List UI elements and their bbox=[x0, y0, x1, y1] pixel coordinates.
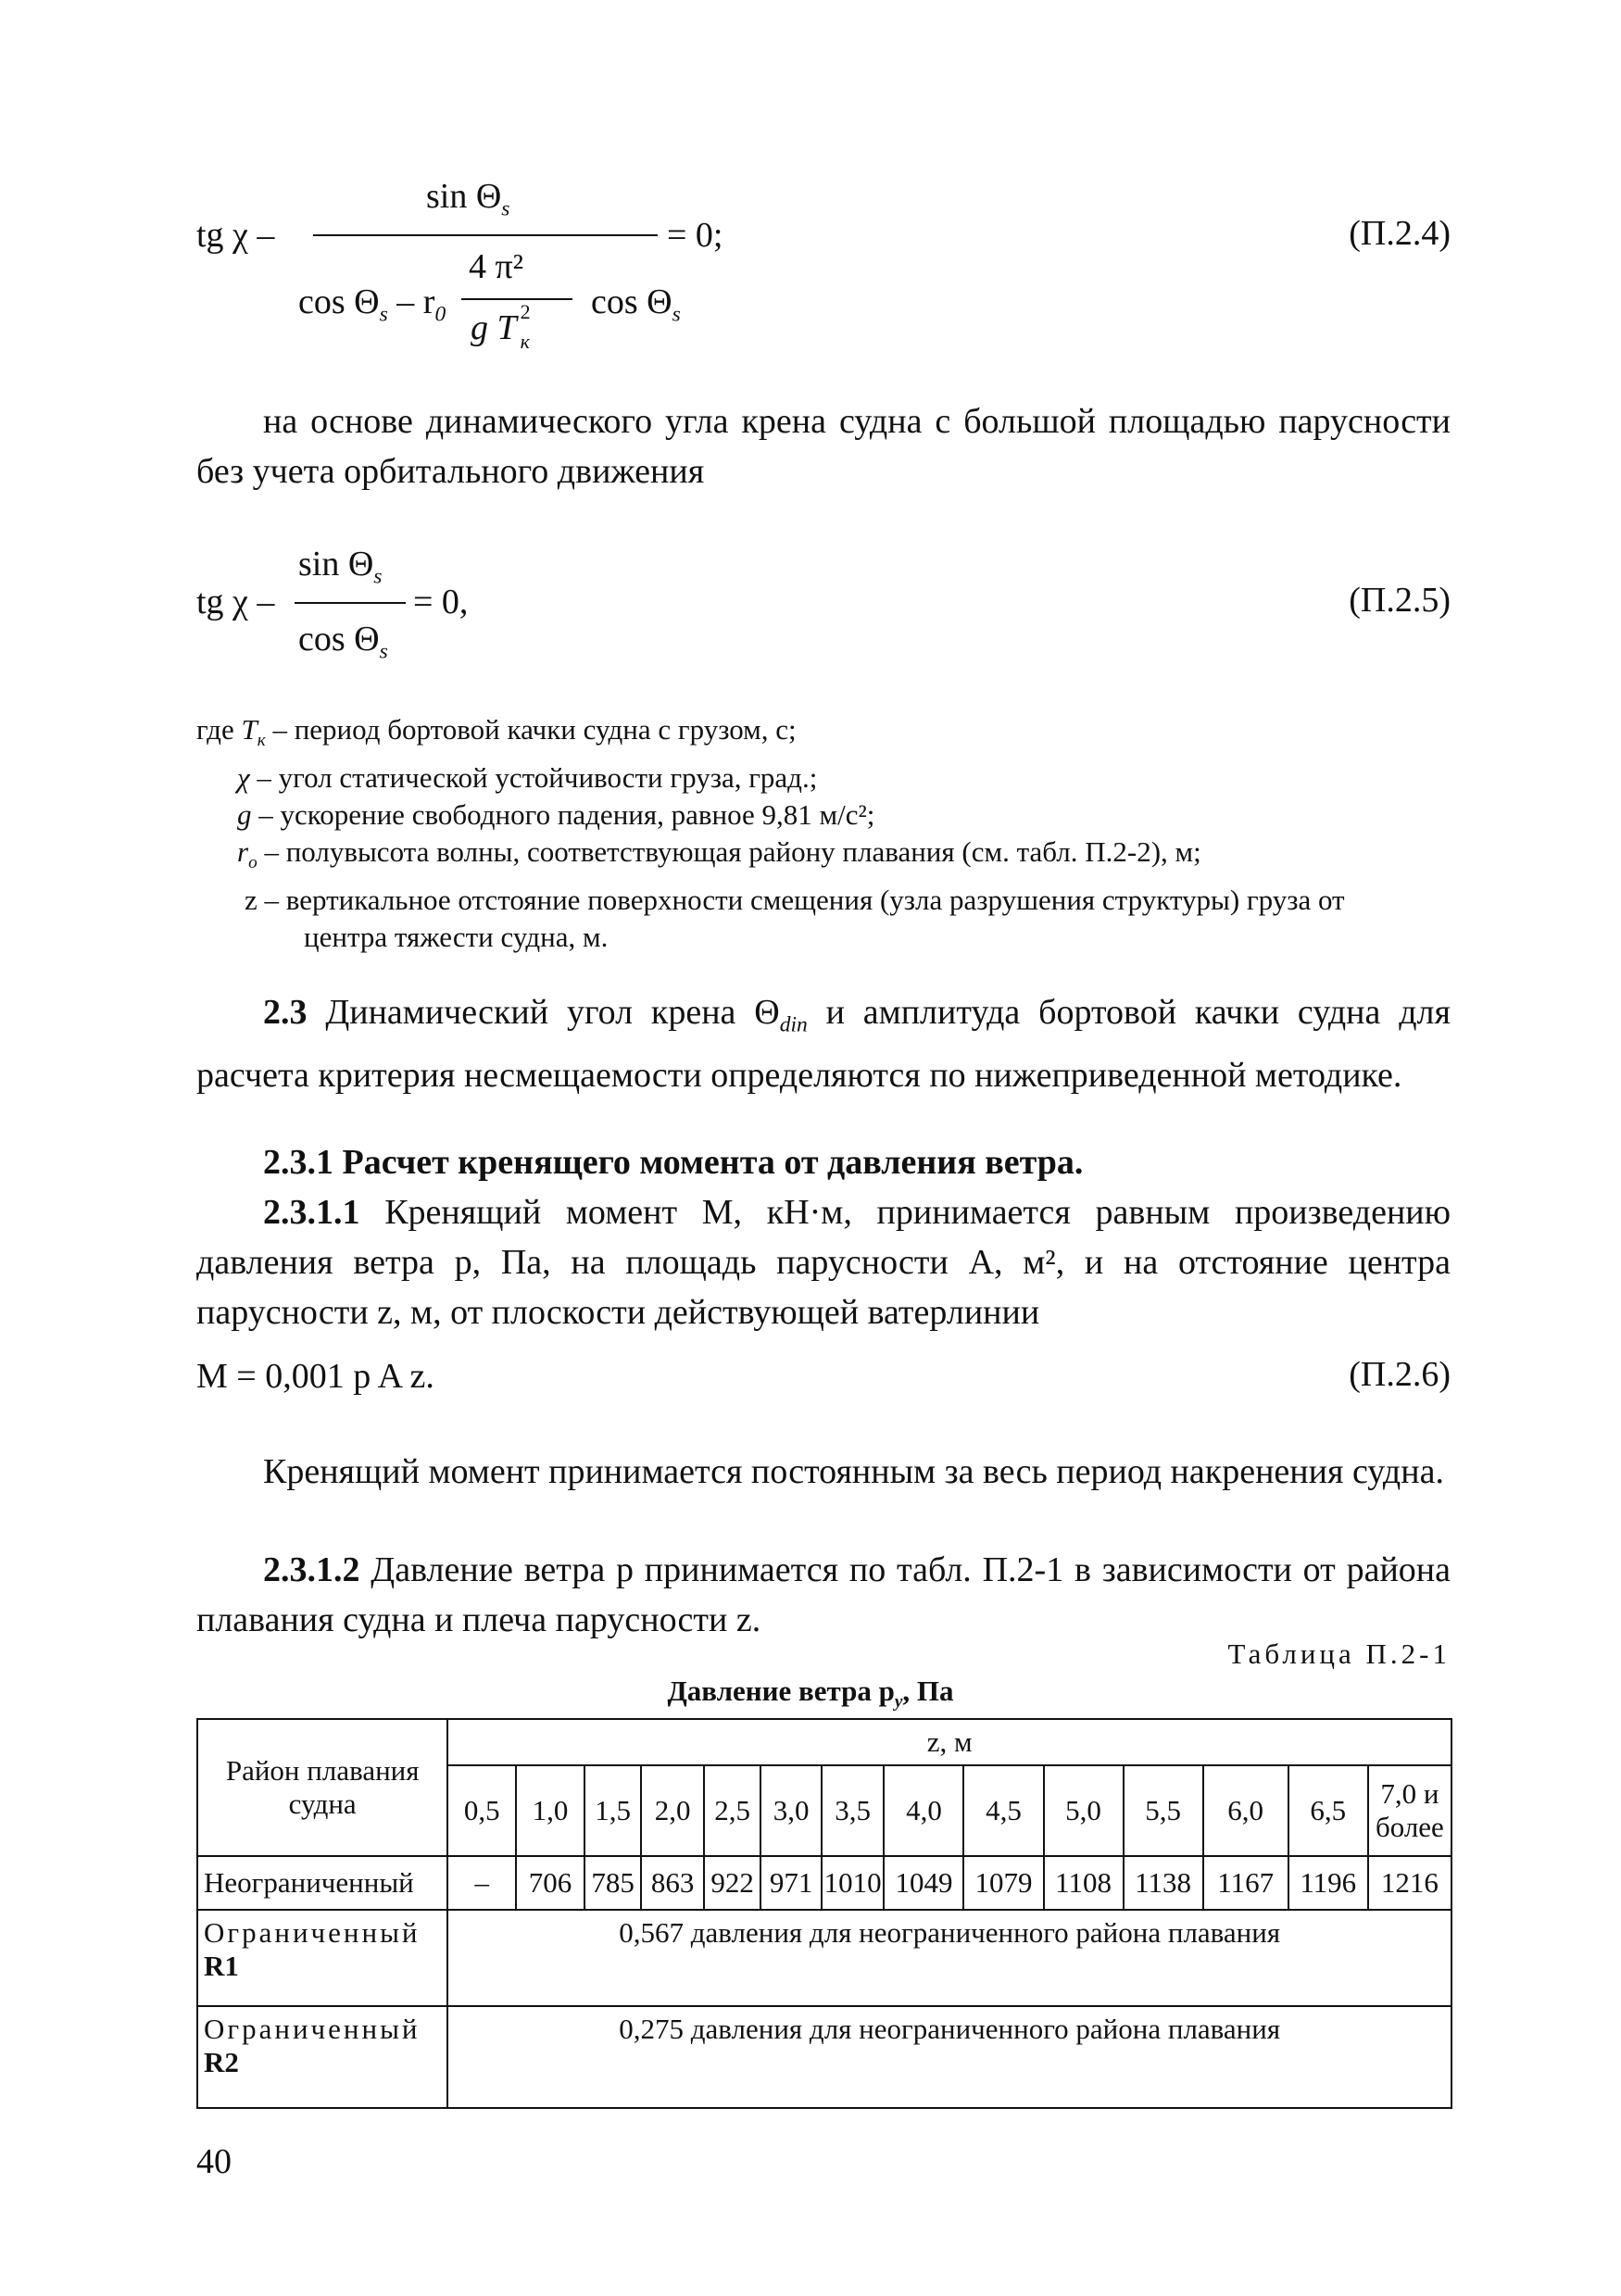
section-2-3-1-1: 2.3.1.1 Кренящий момент M, кН·м, принимается равным произведению давления ветра p, Па, на площадь парусности A, м², и на отстояние центра парусности z, м, от плоскости действующей ватерлинии bbox=[196, 1193, 1451, 1332]
value-cell: – bbox=[447, 1856, 516, 1910]
r2-coefficient-cell: 0,275 давления для неограниченного района плавания bbox=[447, 2006, 1451, 2108]
region-cell: Ограниченный R2 bbox=[197, 2006, 447, 2108]
z-cell: 7,0 и более bbox=[1368, 1765, 1451, 1856]
value-cell: 1108 bbox=[1044, 1856, 1124, 1910]
z-cell: 3,5 bbox=[822, 1765, 885, 1856]
eq1-number: (П.2.4) bbox=[1349, 214, 1451, 253]
z-cell: 2,5 bbox=[704, 1765, 760, 1856]
z-cell: 5,0 bbox=[1044, 1765, 1124, 1856]
r1-coefficient-cell: 0,567 давления для неограниченного района плавания bbox=[447, 1910, 1451, 2006]
z-cell: 4,5 bbox=[963, 1765, 1043, 1856]
z-cell: 0,5 bbox=[447, 1765, 516, 1856]
eq2-rhs: = 0, bbox=[413, 583, 469, 621]
section-2-3-1-heading: 2.3.1 Расчет кренящего момента от давления ветра. bbox=[263, 1143, 1084, 1182]
section-2-3: 2.3 Динамический угол крена $\Theta_{din}$ и амплитуда бортовой качки судна для расчета критерия несмещаемости определяются по нижеприведенной методике. bbox=[196, 993, 1451, 1095]
value-cell: 785 bbox=[584, 1856, 641, 1910]
z-cell: 6,5 bbox=[1288, 1765, 1368, 1856]
paragraph-orbital: на основе динамического угла крена судна с большой площадью парусности без учета орбитального движения bbox=[196, 402, 1451, 491]
eq1-inner-line bbox=[461, 298, 572, 300]
table-row-r2 bbox=[197, 2006, 1451, 2108]
definition-row: g – ускорение свободного падения, равное 9,81 м/с²; bbox=[237, 798, 875, 832]
eq1-fraction-line bbox=[313, 234, 658, 236]
table-row-unlimited bbox=[197, 1856, 1451, 1910]
value-cell: 1167 bbox=[1203, 1856, 1288, 1910]
value-cell: 1216 bbox=[1368, 1856, 1451, 1910]
value-cell: 863 bbox=[641, 1856, 704, 1910]
table-title: Давление ветра $p_y$, Па bbox=[667, 1675, 954, 1713]
region-cell: Ограниченный R1 bbox=[197, 1910, 447, 2006]
table-row-r1 bbox=[197, 1910, 1451, 2006]
eq1-numerator: $\sin \Theta_s$ bbox=[426, 177, 510, 221]
definition-row: где $T_к$ – период бортовой качки судна с грузом, с; bbox=[196, 713, 797, 751]
value-cell: 1138 bbox=[1124, 1856, 1203, 1910]
z-cell: 1,5 bbox=[584, 1765, 641, 1856]
value-cell: 1079 bbox=[963, 1856, 1043, 1910]
eq1-den-right: $\cos \Theta_s$ bbox=[591, 282, 681, 327]
eq1-inner-num: 4 π² bbox=[469, 247, 524, 286]
value-cell: 1010 bbox=[822, 1856, 885, 1910]
section-2-3-1-2: 2.3.1.2 Давление ветра p принимается по табл. П.2-1 в зависимости от района плавания судна и плеча парусности z. bbox=[196, 1550, 1451, 1639]
eq2-fraction-line bbox=[295, 602, 406, 604]
eq3-formula: M = 0,001 p A z. bbox=[196, 1357, 434, 1396]
value-cell: 706 bbox=[516, 1856, 584, 1910]
eq1-inner-den: g T 2 к bbox=[471, 300, 531, 353]
definition-row: χ – угол статической устойчивости груза, град.; bbox=[237, 761, 818, 795]
value-cell: 1049 bbox=[884, 1856, 963, 1910]
header-z: z, м bbox=[447, 1719, 1451, 1765]
eq1-den-left: $\cos \Theta_s - r_0$ bbox=[298, 282, 446, 327]
table-label: Таблица П.2-1 bbox=[1227, 1637, 1451, 1670]
value-cell: 971 bbox=[760, 1856, 822, 1910]
z-cell: 2,0 bbox=[641, 1765, 704, 1856]
region-cell: Неограниченный bbox=[197, 1856, 447, 1910]
eq1-rhs: = 0; bbox=[667, 216, 723, 255]
wind-pressure-table bbox=[196, 1718, 1452, 2109]
value-cell: 922 bbox=[704, 1856, 760, 1910]
paragraph-constant-moment: Кренящий момент принимается постоянным за весь период накренения судна. bbox=[263, 1452, 1444, 1491]
page-number: 40 bbox=[196, 2142, 232, 2181]
definitions-list bbox=[196, 711, 1456, 956]
header-region: Район плавания судна bbox=[197, 1719, 447, 1856]
z-cell: 4,0 bbox=[884, 1765, 963, 1856]
z-cell: 6,0 bbox=[1203, 1765, 1288, 1856]
eq1-lhs: tg χ – bbox=[196, 216, 275, 255]
definition-row: $r_o$ – полувысота волны, соответствующая району плавания (см. табл. П.2-2), м; bbox=[237, 835, 1201, 873]
z-cell: 5,5 bbox=[1124, 1765, 1203, 1856]
z-cell: 3,0 bbox=[760, 1765, 822, 1856]
definition-row: центра тяжести судна, м. bbox=[304, 921, 609, 954]
eq2-number: (П.2.5) bbox=[1349, 581, 1451, 620]
eq3-number: (П.2.6) bbox=[1349, 1355, 1451, 1394]
eq2-denominator: $\cos \Theta_s$ bbox=[298, 620, 388, 664]
z-cell: 1,0 bbox=[516, 1765, 584, 1856]
eq2-lhs: tg χ – bbox=[196, 583, 275, 621]
value-cell: 1196 bbox=[1288, 1856, 1368, 1910]
eq2-numerator: $\sin \Theta_s$ bbox=[298, 545, 383, 589]
definition-row: z – вертикальное отстояние поверхности смещения (узла разрушения структуры) груза от bbox=[245, 884, 1345, 917]
